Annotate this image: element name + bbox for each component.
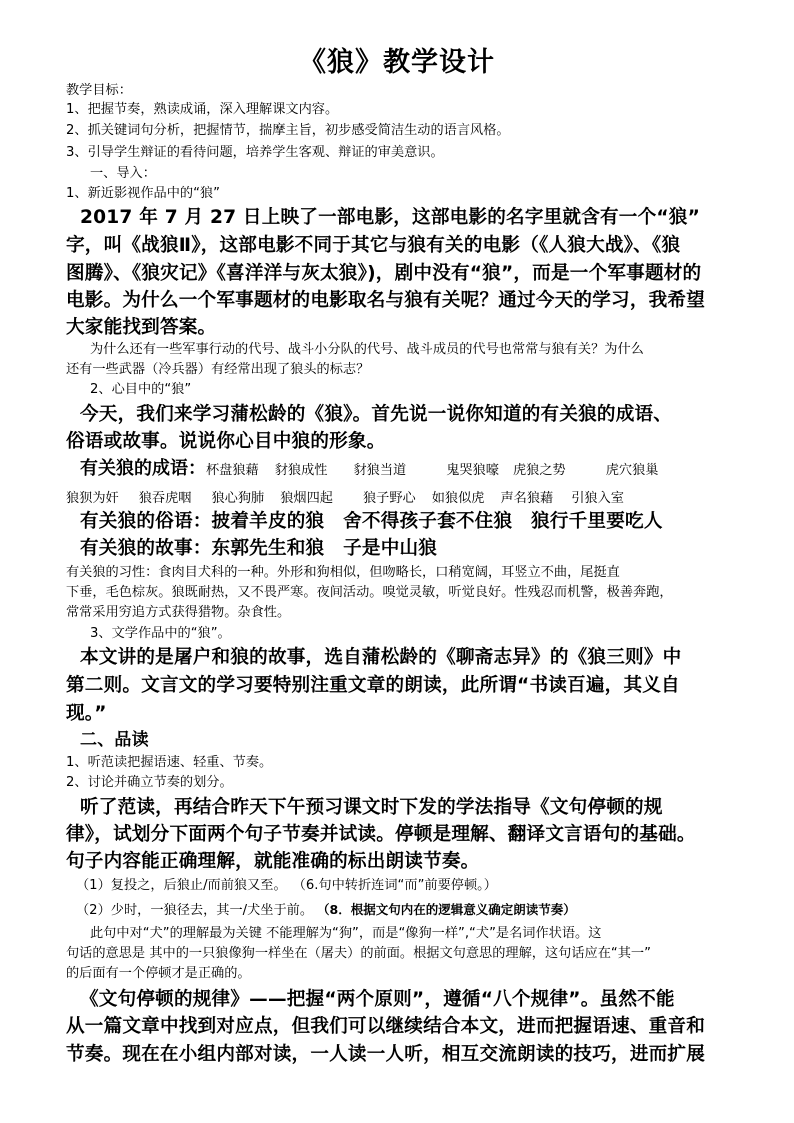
subsection-heading: 1、新近影视作品中的“狼” (66, 186, 220, 201)
paragraph-line: 第二则。文言文的学习要特别注重文章的朗读，此所谓“书读百遍，其义自 (66, 675, 680, 696)
idiom: 杯盘狼藉 (206, 463, 259, 478)
idiom: 狼吞虎咽 (138, 491, 192, 506)
goal-item: 2、抓关键词句分析，把握情节，揣摩主旨，初步感受简洁生动的语言风格。 (66, 123, 510, 138)
idioms-row (80, 459, 659, 481)
paragraph-line: 今天，我们来学习蒲松龄的《狼》。首先说一说你知道的有关狼的成语、 (80, 404, 673, 425)
paragraph-line: 2017 年 7 月 27 日上映了一部电影，这部电影的名字里就含有一个“狼” (80, 207, 701, 228)
goal-item: 3、引导学生辩证的看待问题，培养学生客观、辩证的审美意识。 (66, 145, 444, 160)
idiom: 狼子野心 (363, 491, 416, 506)
paragraph-line: 的后面有一个停顿才是正确的。 (66, 966, 251, 981)
page-title: 《狼》教学设计 (299, 47, 495, 78)
example-text: （2）少时，一狼径去，其一/犬坐于前。 (76, 903, 314, 918)
paragraph-line: 大家能找到答案。 (66, 317, 217, 338)
idiom: 声名狼藉 (500, 491, 554, 506)
idiom: 虎穴狼巢 (605, 463, 659, 478)
section-heading: 二、品读 (80, 730, 149, 750)
stories-line: 有关狼的故事：东郭先生和狼 子是中山狼 (80, 538, 438, 559)
paragraph-line: 本文讲的是屠户和狼的故事，选自蒲松龄的《聊斋志异》的《狼三则》中 (80, 647, 682, 668)
idiom: 狼狈为奸 (66, 491, 119, 506)
list-item: 1、听范读把握语速、轻重、节奏。 (66, 755, 273, 770)
example-line (76, 877, 497, 894)
idioms-row (66, 487, 624, 509)
paragraph-line: 俗语或故事。说说你心目中狼的形象。 (66, 431, 386, 452)
paragraph-line: 从一篇文章中找到对应点，但我们可以继续结合本文，进而把握语速、重音和 (66, 1016, 705, 1037)
example-note: （6.句中转折连词“而”前要停顿。） (292, 878, 497, 893)
paragraph-line: 律》，试划分下面两个句子节奏并试读。停顿是理解、翻译文言语句的基础。 (66, 824, 696, 845)
idiom: 鬼哭狼嚎 (446, 463, 499, 478)
sayings-line: 有关狼的俗语：披着羊皮的狼 舍不得孩子套不住狼 狼行千里要吃人 (80, 511, 663, 532)
section-heading: 一、导入： (90, 166, 156, 181)
goal-item: 1、把握节奏，熟读成诵，深入理解课文内容。 (66, 102, 339, 117)
paragraph-line: 为什么还有一些军事行动的代号、战斗小分队的代号、战斗成员的代号也常常与狼有关？为什么 (90, 342, 644, 357)
paragraph-line: 听了范读，再结合昨天下午预习课文时下发的学法指导《文句停顿的规 (80, 797, 663, 818)
idiom: 豺狼成性 (274, 463, 328, 478)
idiom: 引狼入室 (571, 491, 624, 506)
subsection-heading: 3、文学作品中的“狼”。 (90, 626, 231, 641)
paragraph-line: 句子内容能正确理解，就能准确的标出朗读节奏。 (66, 851, 480, 872)
example-note: （8．根据文句内在的逻辑意义确定朗读节奏） (317, 902, 576, 917)
paragraph-line: 节奏。现在在小组内部对读，一人读一人听，相互交流朗读的技巧，进而扩展 (66, 1044, 705, 1065)
goals-heading: 教学目标： (66, 83, 132, 98)
paragraph-line: 《文句停顿的规律》——把握“两个原则”，遵循“八个规律”。虽然不能 (80, 989, 675, 1010)
paragraph-line: 句话的意思是 其中的一只狼像狗一样坐在（屠夫）的前面。根据文句意思的理解，这句话应在“其一” (66, 946, 651, 961)
list-item: 2、讨论并确立节奏的划分。 (66, 775, 233, 790)
paragraph-line: 现。” (66, 703, 107, 724)
paragraph-line: 还有一些武器（冷兵器）有经常出现了狼头的标志？ (66, 362, 370, 377)
idioms-label: 有关狼的成语： (80, 458, 206, 479)
idiom: 狼心狗肺 (211, 491, 265, 506)
paragraph-line: 常常采用穷追方式获得猎物。杂食性。 (66, 605, 291, 620)
idiom: 豺狼当道 (353, 463, 407, 478)
idiom: 如狼似虎 (431, 491, 485, 506)
paragraph-line: 此句中对“犬”的理解最为关键 不能理解为“狗”，而是“像狗一样”,“犬”是名词作状语。这 (90, 926, 602, 941)
idiom: 虎狼之势 (513, 463, 566, 478)
paragraph-line: 有关狼的习性：食肉目犬科的一种。外形和狗相似，但吻略长，口稍宽阔，耳竖立不曲，尾挺直 (66, 565, 620, 580)
idiom: 狼烟四起 (280, 491, 333, 506)
paragraph-line: 图腾》、《狼灾记》《喜洋洋与灰太狼》)，剧中没有“狼”，而是一个军事题材的 (66, 263, 702, 284)
example-line (76, 901, 576, 919)
paragraph-line: 下垂，毛色棕灰。狼既耐热，又不畏严寒。夜间活动。嗅觉灵敏，听觉良好。性残忍而机警，极善奔跑， (66, 585, 673, 600)
paragraph-line: 字，叫《战狼Ⅱ》，这部电影不同于其它与狼有关的电影（《人狼大战》、《狼 (66, 235, 681, 256)
example-text: （1）复投之，后狼止/而前狼又至。 (76, 878, 287, 893)
paragraph-line: 电影。为什么一个军事题材的电影取名与狼有关呢？通过今天的学习，我希望 (66, 290, 705, 311)
subsection-heading: 2、心目中的“狼” (90, 382, 192, 397)
